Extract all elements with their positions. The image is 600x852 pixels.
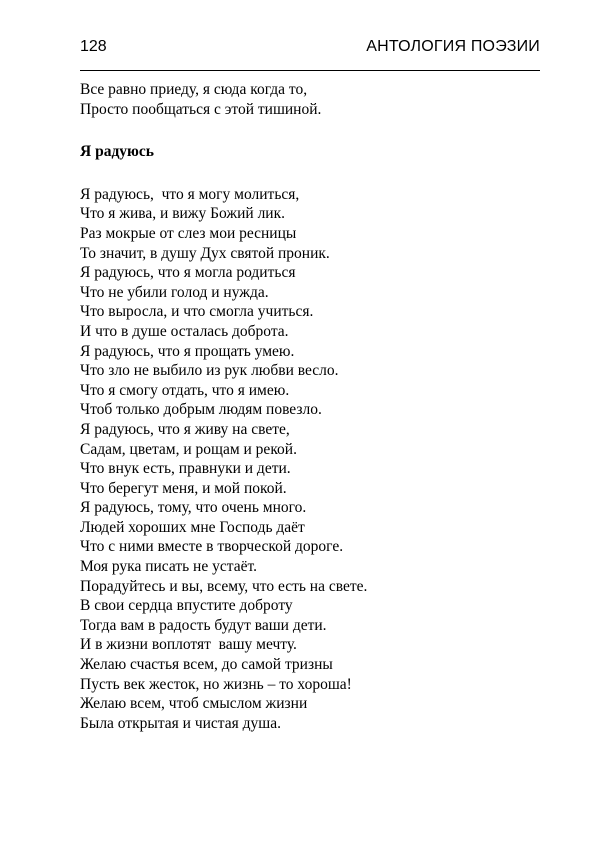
poem-line: Что с ними вместе в творческой дороге. xyxy=(80,538,344,556)
poem-line: Желаю всем, чтоб смыслом жизни xyxy=(80,695,308,713)
poem-line: Чтоб только добрым людям повезло. xyxy=(80,401,322,419)
running-title: АНТОЛОГИЯ ПОЭЗИИ xyxy=(366,38,540,55)
poem-line: В свои сердца впустите доброту xyxy=(80,597,293,615)
poem-line: То значит, в душу Дух святой проник. xyxy=(80,244,330,262)
previous-poem-ending xyxy=(80,80,540,119)
page-number: 128 xyxy=(80,38,107,55)
poem-line: Я радуюсь, тому, что очень много. xyxy=(80,499,307,517)
poem-line: Пусть век жесток, но жизнь – то хороша! xyxy=(80,675,352,693)
poem-line: Что я жива, и вижу Божий лик. xyxy=(80,205,286,223)
page-body xyxy=(80,80,540,733)
poem-line: Тогда вам в радость будут ваши дети. xyxy=(80,616,327,634)
poem-line: Раз мокрые от слез мои ресницы xyxy=(80,224,297,242)
poem-line: Порадуйтесь и вы, всему, что есть на свете. xyxy=(80,577,368,595)
poem-line: Садам, цветам, и рощам и рекой. xyxy=(80,440,297,458)
poem-line: Я радуюсь, что я живу на свете, xyxy=(80,420,290,438)
poem-line: Все равно приеду, я сюда когда то, xyxy=(80,81,308,98)
poem-line: Что берегут меня, и мой покой. xyxy=(80,479,287,497)
poem-line: Что зло не выбило из рук любви весло. xyxy=(80,362,339,380)
poem-line: Я радуюсь, что я могу молиться, xyxy=(80,185,300,203)
poem-line: Желаю счастья всем, до самой тризны xyxy=(80,656,333,674)
page-header xyxy=(80,36,540,71)
poem-title: Я радуюсь xyxy=(80,143,154,161)
poem-line: Моя рука писать не устаёт. xyxy=(80,558,257,576)
poem-line: И что в душе осталась доброта. xyxy=(80,322,289,340)
poem-line: Что выросла, и что смогла учиться. xyxy=(80,303,314,321)
poem-line: Что внук есть, правнуки и дети. xyxy=(80,460,291,478)
poem-line: Я радуюсь, что я могла родиться xyxy=(80,264,296,282)
poem-line: Я радуюсь, что я прощать умею. xyxy=(80,342,295,360)
poem-line: Людей хороших мне Господь даёт xyxy=(80,518,305,536)
poem-line: Что я смогу отдать, что я имею. xyxy=(80,381,290,399)
poem-line: Была открытая и чистая душа. xyxy=(80,714,281,732)
poem-body xyxy=(80,185,540,734)
poem-line: Просто пообщаться с этой тишиной. xyxy=(80,100,322,118)
poem-line: Что не убили голод и нужда. xyxy=(80,283,269,301)
poem-line: И в жизни воплотят вашу мечту. xyxy=(80,636,297,654)
